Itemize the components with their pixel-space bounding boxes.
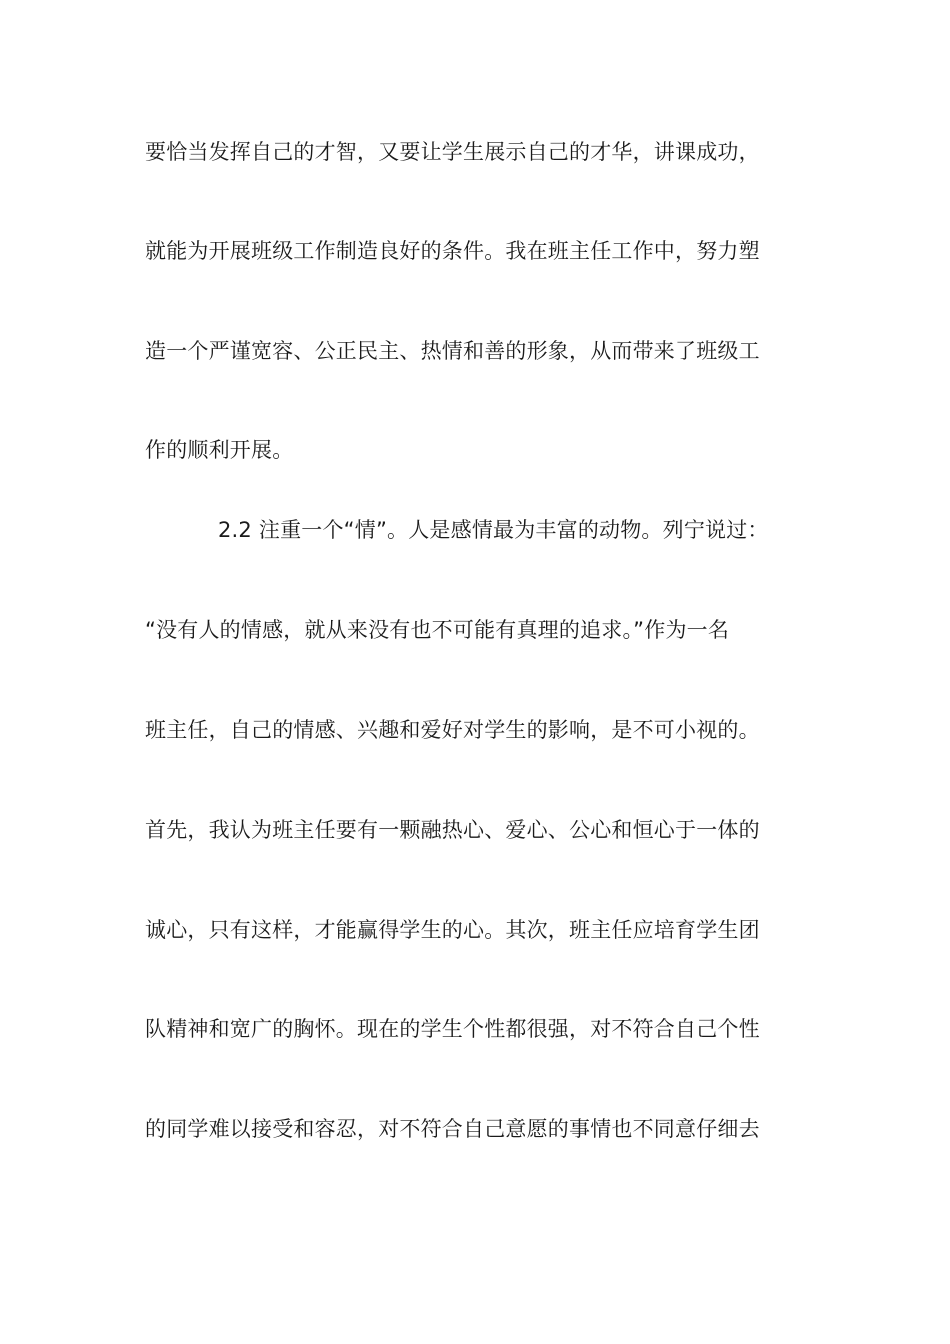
text-line-3: 造一个严谨宽容、公正民主、热情和善的形象，从而带来了班级工 [145,339,760,363]
section-heading-2-2: 2.2 注重一个“情”。人是感情最为丰富的动物。列宁说过： [218,518,769,542]
text-line-2: 就能为开展班级工作制造良好的条件。我在班主任工作中，努力塑 [145,239,760,263]
text-line-7: 班主任，自己的情感、兴趣和爱好对学生的影响，是不可小视的。 [145,718,760,742]
text-line-9: 诚心，只有这样，才能赢得学生的心。其次，班主任应培育学生团 [145,918,760,942]
text-line-4: 作的顺利开展。 [145,438,294,462]
text-line-1: 要恰当发挥自己的才智，又要让学生展示自己的才华，讲课成功， [145,140,760,164]
text-line-8: 首先，我认为班主任要有一颗融热心、爱心、公心和恒心于一体的 [145,818,760,842]
text-line-6: “没有人的情感，就从来没有也不可能有真理的追求。”作为一名 [145,618,730,642]
text-line-11: 的同学难以接受和容忍，对不符合自己意愿的事情也不同意仔细去 [145,1117,760,1141]
text-line-10: 队精神和宽广的胸怀。现在的学生个性都很强，对不符合自己个性 [145,1017,760,1041]
